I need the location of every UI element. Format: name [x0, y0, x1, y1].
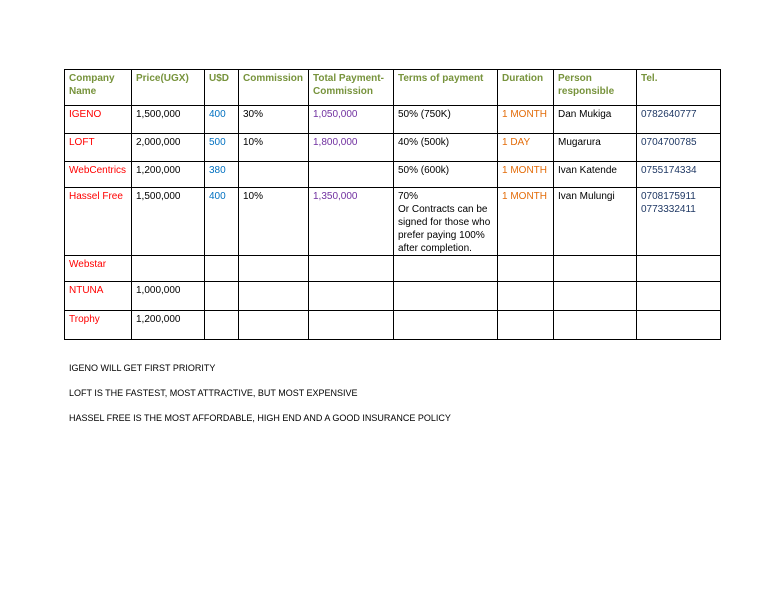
note-igeno-priority: IGENO WILL GET FIRST PRIORITY	[69, 363, 216, 373]
commission-cell	[239, 311, 309, 340]
person-cell: Dan Mukiga	[554, 106, 637, 134]
commission-cell: 30%	[239, 106, 309, 134]
price-cell: 1,200,000	[132, 162, 205, 188]
person-cell: Ivan Katende	[554, 162, 637, 188]
duration-cell: 1 MONTH	[498, 162, 554, 188]
price-cell: 1,200,000	[132, 311, 205, 340]
usd-cell: 500	[205, 134, 239, 162]
header-usd: U$D	[205, 70, 239, 106]
person-cell	[554, 282, 637, 311]
price-cell: 1,500,000	[132, 188, 205, 256]
terms-cell	[394, 311, 498, 340]
commission-cell: 10%	[239, 134, 309, 162]
total-cell: 1,050,000	[309, 106, 394, 134]
vendor-comparison-table	[64, 69, 721, 340]
total-cell	[309, 256, 394, 282]
table-row	[65, 162, 721, 188]
commission-cell	[239, 162, 309, 188]
tel-cell: 0755174334	[637, 162, 721, 188]
company-cell: Trophy	[65, 311, 132, 340]
terms-cell	[394, 282, 498, 311]
table-row	[65, 106, 721, 134]
tel-cell	[637, 256, 721, 282]
company-cell: Hassel Free	[65, 188, 132, 256]
duration-cell	[498, 256, 554, 282]
header-company: Company Name	[65, 70, 132, 106]
usd-cell: 400	[205, 188, 239, 256]
total-cell: 1,800,000	[309, 134, 394, 162]
usd-cell: 380	[205, 162, 239, 188]
header-terms: Terms of payment	[394, 70, 498, 106]
total-cell: 1,350,000	[309, 188, 394, 256]
commission-cell: 10%	[239, 188, 309, 256]
person-cell: Ivan Mulungi	[554, 188, 637, 256]
total-cell	[309, 311, 394, 340]
price-cell: 1,000,000	[132, 282, 205, 311]
terms-cell	[394, 256, 498, 282]
company-cell: Webstar	[65, 256, 132, 282]
tel-cell: 0704700785	[637, 134, 721, 162]
company-cell: NTUNA	[65, 282, 132, 311]
table-row	[65, 311, 721, 340]
company-cell: LOFT	[65, 134, 132, 162]
commission-cell	[239, 256, 309, 282]
terms-cell: 70% Or Contracts can be signed for those who prefer paying 100% after completion.	[394, 188, 498, 256]
note-hassel-free-affordable: HASSEL FREE IS THE MOST AFFORDABLE, HIGH END AND A GOOD INSURANCE POLICY	[69, 413, 451, 423]
table-row	[65, 282, 721, 311]
tel-cell: 0708175911 0773332411	[637, 188, 721, 256]
tel-cell	[637, 282, 721, 311]
price-cell: 1,500,000	[132, 106, 205, 134]
table-row	[65, 256, 721, 282]
company-cell: IGENO	[65, 106, 132, 134]
duration-cell: 1 MONTH	[498, 106, 554, 134]
price-cell	[132, 256, 205, 282]
commission-cell	[239, 282, 309, 311]
price-cell: 2,000,000	[132, 134, 205, 162]
total-cell	[309, 162, 394, 188]
usd-cell: 400	[205, 106, 239, 134]
duration-cell	[498, 311, 554, 340]
tel-cell	[637, 311, 721, 340]
duration-cell	[498, 282, 554, 311]
header-tel: Tel.	[637, 70, 721, 106]
person-cell	[554, 311, 637, 340]
note-loft-fastest: LOFT IS THE FASTEST, MOST ATTRACTIVE, BUT MOST EXPENSIVE	[69, 388, 358, 398]
header-person: Person responsible	[554, 70, 637, 106]
table-row	[65, 134, 721, 162]
usd-cell	[205, 256, 239, 282]
table-row	[65, 188, 721, 256]
header-price: Price(UGX)	[132, 70, 205, 106]
person-cell	[554, 256, 637, 282]
header-duration: Duration	[498, 70, 554, 106]
notes-section	[69, 362, 709, 437]
duration-cell: 1 MONTH	[498, 188, 554, 256]
header-row	[65, 70, 721, 106]
person-cell: Mugarura	[554, 134, 637, 162]
terms-cell: 40% (500k)	[394, 134, 498, 162]
usd-cell	[205, 282, 239, 311]
tel-cell: 0782640777	[637, 106, 721, 134]
company-cell: WebCentrics	[65, 162, 132, 188]
header-commission: Commission	[239, 70, 309, 106]
terms-cell: 50% (600k)	[394, 162, 498, 188]
header-total-payment: Total Payment- Commission	[309, 70, 394, 106]
duration-cell: 1 DAY	[498, 134, 554, 162]
usd-cell	[205, 311, 239, 340]
terms-cell: 50% (750K)	[394, 106, 498, 134]
total-cell	[309, 282, 394, 311]
